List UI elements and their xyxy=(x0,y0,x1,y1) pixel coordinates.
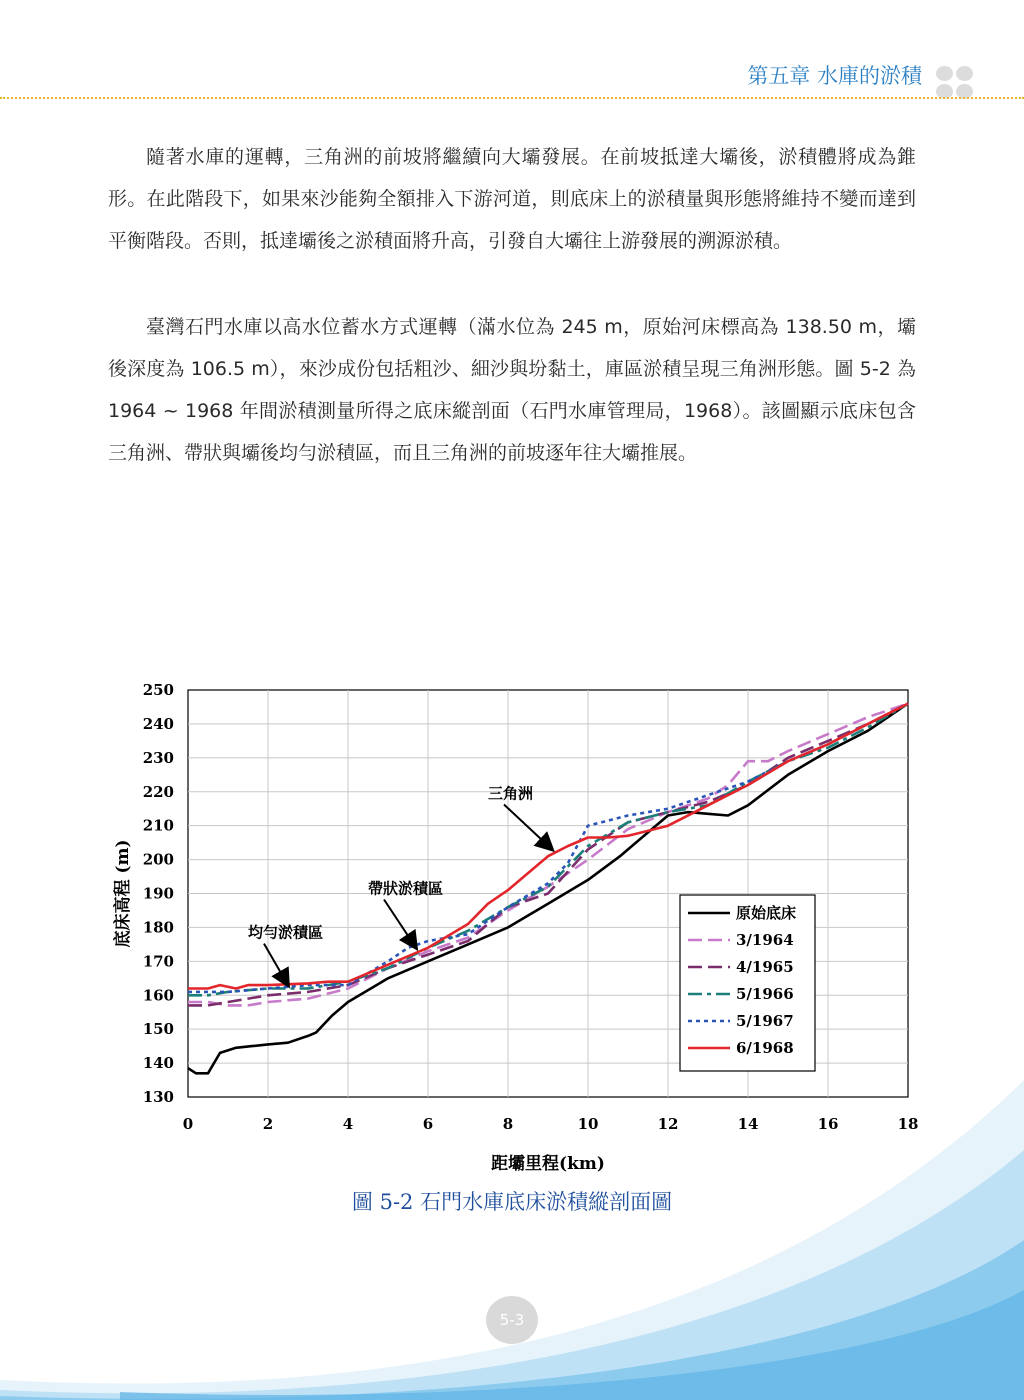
x-tick-label: 12 xyxy=(657,1115,679,1133)
x-axis-label: 距壩里程(km) xyxy=(491,1154,605,1174)
x-tick-label: 2 xyxy=(262,1115,274,1133)
legend-label: 原始底床 xyxy=(736,904,797,922)
x-tick-label: 10 xyxy=(577,1115,599,1133)
header-divider xyxy=(0,97,1024,99)
legend-label: 5/1967 xyxy=(736,1012,794,1030)
y-tick-label: 230 xyxy=(142,748,174,767)
x-tick-label: 8 xyxy=(502,1115,514,1133)
page-number: 5-3 xyxy=(486,1296,538,1344)
y-tick-label: 130 xyxy=(142,1088,174,1106)
y-tick-label: 140 xyxy=(142,1054,174,1073)
legend-label: 3/1964 xyxy=(736,931,794,949)
x-tick-label: 16 xyxy=(817,1115,839,1133)
annotation-label: 帶狀淤積區 xyxy=(368,879,444,898)
sedimentation-chart xyxy=(110,670,930,1180)
x-tick-label: 6 xyxy=(422,1115,434,1133)
legend-label: 6/1968 xyxy=(736,1039,794,1057)
y-tick-label: 180 xyxy=(142,918,174,937)
paragraph-2: 臺灣石門水庫以高水位蓄水方式運轉（滿水位為 245 m，原始河床標高為 138.50 m，壩後深度為 106.5 m），來沙成份包括粗沙、細沙與坋黏土，庫區淤積呈現三角洲形態。圖 5-2 為 1964 ~ 1968 年間淤積測量所得之底床縱剖面（石門水庫管理局，1968）。該圖顯示底床包含三角洲、帶狀與壩後均勻淤積區，而且三角洲的前坡逐年往大壩推展。 xyxy=(108,316,916,464)
annotation-label: 三角洲 xyxy=(488,784,534,803)
y-tick-label: 250 xyxy=(142,681,174,699)
x-tick-label: 18 xyxy=(897,1115,919,1133)
legend-label: 5/1966 xyxy=(736,985,794,1003)
legend-label: 4/1965 xyxy=(736,958,794,976)
y-tick-label: 200 xyxy=(142,850,174,869)
x-tick-label: 14 xyxy=(737,1115,759,1133)
y-tick-label: 160 xyxy=(142,986,174,1005)
y-tick-label: 240 xyxy=(142,714,174,733)
y-tick-label: 190 xyxy=(142,884,174,903)
annotation-label: 均勻淤積區 xyxy=(248,923,324,942)
y-axis-label: 底床高程 (m) xyxy=(113,839,133,948)
x-tick-label: 0 xyxy=(182,1115,194,1133)
chapter-title: 第五章 水庫的淤積 xyxy=(747,64,922,88)
paragraph-1: 隨著水庫的運轉，三角洲的前坡將繼續向大壩發展。在前坡抵達大壩後，淤積體將成為錐形。在此階段下，如果來沙能夠全額排入下游河道，則底床上的淤積量與形態將維持不變而達到平衡階段。否則，抵達壩後之淤積面將升高，引發自大壩往上游發展的溯源淤積。 xyxy=(108,146,916,252)
x-tick-label: 4 xyxy=(342,1115,354,1133)
figure-caption: 圖 5-2 石門水庫底床淤積縱剖面圖 xyxy=(351,1190,673,1214)
y-tick-label: 220 xyxy=(142,782,174,801)
y-tick-label: 150 xyxy=(142,1020,174,1039)
y-tick-label: 170 xyxy=(142,952,174,971)
y-tick-label: 210 xyxy=(142,816,174,835)
